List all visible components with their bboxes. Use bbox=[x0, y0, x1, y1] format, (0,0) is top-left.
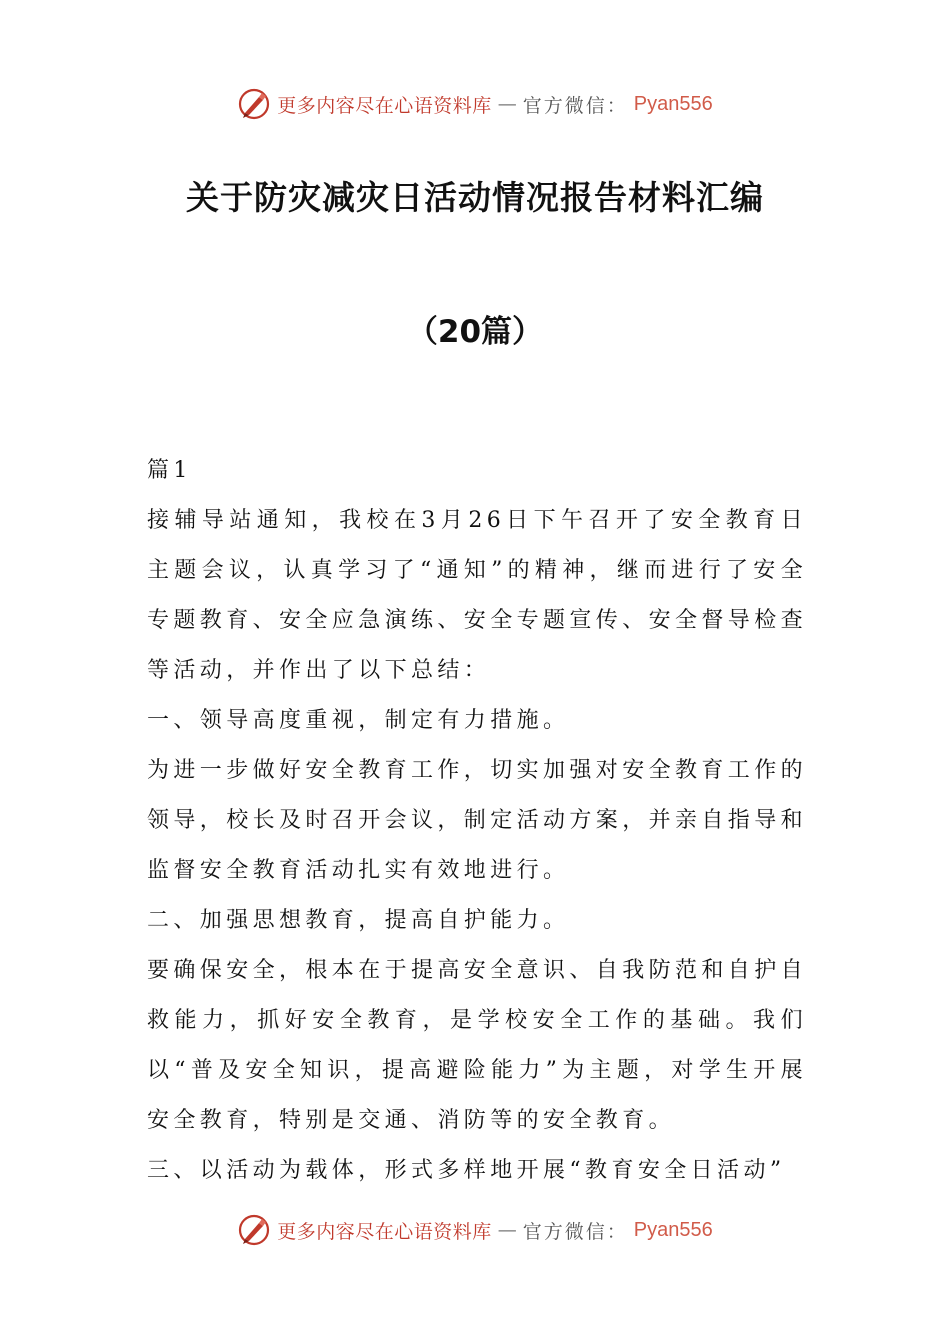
document-body bbox=[147, 446, 807, 1196]
watermark-dash: — bbox=[497, 1219, 517, 1241]
watermark-official-label: 官方微信： bbox=[522, 1220, 628, 1243]
watermark-header bbox=[0, 84, 950, 124]
watermark-dash: — bbox=[497, 93, 517, 115]
section-heading: 一、领导高度重视，制定有力措施。 bbox=[147, 708, 570, 733]
body-paragraph: 为进一步做好安全教育工作，切实加强对安全教育工作的领导，校长及时召开会议，制定活动方案，并亲自指导和监督安全教育活动扎实有效地进行。 bbox=[147, 758, 808, 883]
watermark-footer bbox=[0, 1210, 950, 1250]
body-paragraph: 接辅导站通知，我校在3月26日下午召开了安全教育日主题会议，认真学习了“通知”的精神，继而进行了安全专题教育、安全应急演练、安全专题宣传、安全督导检查等活动，并作出了以下总结： bbox=[147, 508, 808, 683]
pen-logo-icon bbox=[237, 87, 271, 121]
document-title: 关于防灾减灾日活动情况报告材料汇编 bbox=[186, 178, 764, 217]
section-heading: 二、加强思想教育，提高自护能力。 bbox=[147, 908, 570, 933]
watermark-wechat-id: Pyan556 bbox=[633, 92, 713, 115]
watermark-official-label: 官方微信： bbox=[522, 94, 628, 117]
watermark-main-text: 更多内容尽在心语资料库 bbox=[277, 1220, 492, 1243]
section-heading: 三、以活动为载体，形式多样地开展“教育安全日活动” bbox=[147, 1158, 786, 1183]
document-subtitle: （20篇） bbox=[406, 314, 544, 350]
section-label: 篇1 bbox=[147, 458, 192, 483]
body-paragraph: 要确保安全，根本在于提高安全意识、自我防范和自护自救能力，抓好安全教育，是学校安全工作的基础。我们以“普及安全知识，提高避险能力”为主题，对学生开展安全教育，特别是交通、消防等的安全教育。 bbox=[147, 958, 808, 1133]
pen-logo-icon bbox=[237, 1213, 271, 1247]
watermark-wechat-id: Pyan556 bbox=[633, 1218, 713, 1241]
watermark-main-text: 更多内容尽在心语资料库 bbox=[277, 94, 492, 117]
